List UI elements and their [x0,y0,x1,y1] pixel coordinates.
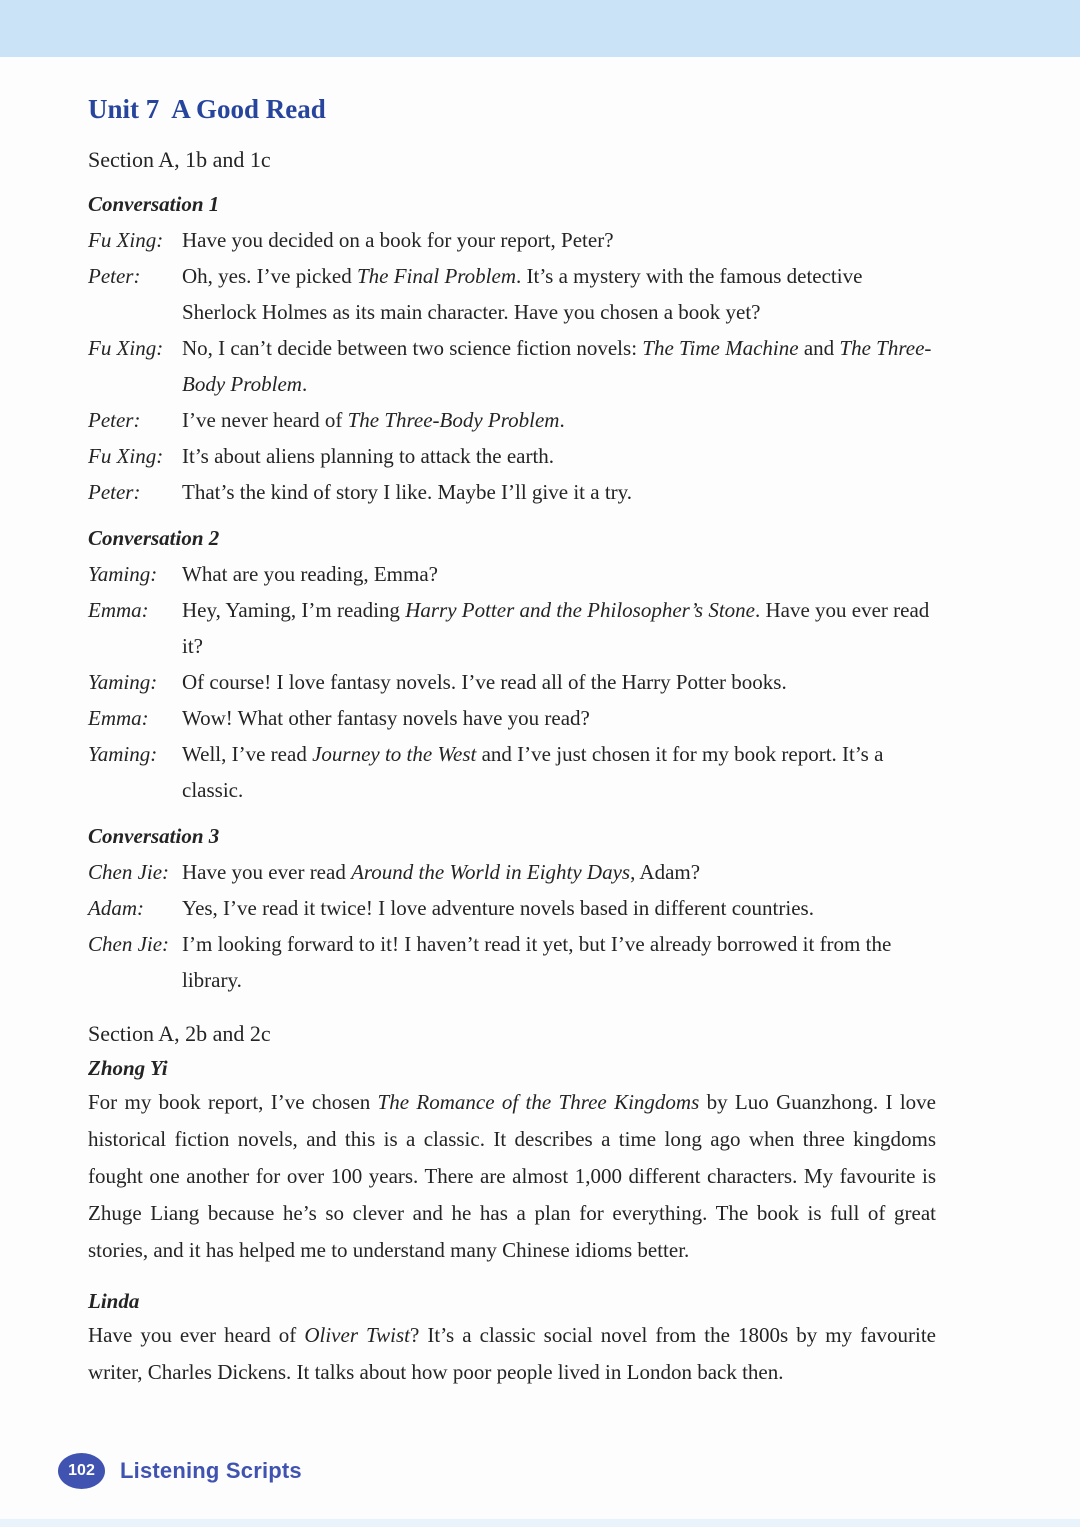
utterance-text: Have you decided on a book for your report, Peter? [182,228,614,252]
conversation-title: Conversation 1 [88,192,220,216]
dialog-line [88,592,936,664]
utterance-text: Wow! What other fantasy novels have you read? [182,706,590,730]
section-label-1: Section A, 1b and 1c [88,147,271,172]
speaker-label: Peter: [88,408,141,432]
dialog-line [88,222,936,258]
footer [58,1453,302,1489]
dialog-line [88,474,936,510]
dialog-line [88,854,936,890]
speaker-label: Yaming: [88,742,158,766]
speaker-label: Peter: [88,480,141,504]
bottom-strip [0,1519,1080,1527]
speaker-label: Yaming: [88,670,158,694]
dialog-line [88,402,936,438]
utterance-text: Have you ever read Around the World in Eighty Days, Adam? [182,860,701,884]
dialog-line [88,556,936,592]
speaker-label: Peter: [88,264,141,288]
conversation-2 [88,524,936,808]
unit-title: Unit 7 A Good Read [88,94,326,124]
monologue-name: Linda [88,1289,140,1313]
dialog-line [88,926,936,998]
dialog-line [88,700,936,736]
dialog-line [88,438,936,474]
content-area [0,93,1080,1391]
utterance-text: Yes, I’ve read it twice! I love adventure novels based in different countries. [182,896,814,920]
monologue-name: Zhong Yi [88,1056,168,1080]
utterance-text: Oh, yes. I’ve picked The Final Problem. It’s a mystery with the famous detective Sherlock Holmes as its main character. Have you chosen a book yet? [182,264,863,324]
utterance-text: Well, I’ve read Journey to the West and I’ve just chosen it for my book report. It’s a classic. [182,742,884,802]
speaker-label: Adam: [88,896,144,920]
dialog-line [88,664,936,700]
conversation-title: Conversation 3 [88,824,220,848]
section-label-2: Section A, 2b and 2c [88,1021,271,1046]
utterance-text: I’ve never heard of The Three-Body Problem. [182,408,565,432]
speaker-label: Chen Jie: [88,860,170,884]
speaker-label: Emma: [88,706,149,730]
conversation-1 [88,190,936,510]
conversation-title: Conversation 2 [88,526,220,550]
dialog-line [88,258,936,330]
monologue-paragraph: Have you ever heard of Oliver Twist? It’s a classic social novel from the 1800s by my favourite writer, Charles Dickens. It talks about how poor people lived in London back then. [88,1323,936,1384]
monologue-paragraph: For my book report, I’ve chosen The Romance of the Three Kingdoms by Luo Guanzhong. I love historical fiction novels, and this is a classic. It describes a time long ago when three kingdoms fought one another for over 100 years. There are almost 1,000 different characters. My favourite is Zhuge Liang because he’s so clever and he has a plan for everything. The book is full of great stories, and it has helped me to understand many Chinese idioms better. [88,1090,936,1262]
dialog-line [88,736,936,808]
speaker-label: Fu Xing: [88,228,164,252]
top-accent-bar [0,0,1080,57]
conversation-3 [88,822,936,998]
speaker-label: Fu Xing: [88,336,164,360]
speaker-label: Yaming: [88,562,158,586]
speaker-label: Emma: [88,598,149,622]
speaker-label: Chen Jie: [88,932,170,956]
utterance-text: It’s about aliens planning to attack the earth. [182,444,555,468]
speaker-label: Fu Xing: [88,444,164,468]
footer-label: Listening Scripts [120,1458,302,1483]
utterance-text: That’s the kind of story I like. Maybe I’ll give it a try. [182,480,633,504]
utterance-text: What are you reading, Emma? [182,562,438,586]
utterance-text: Hey, Yaming, I’m reading Harry Potter and the Philosopher’s Stone. Have you ever read it? [182,598,930,658]
page-number-badge: 102 [58,1453,105,1489]
dialog-line [88,890,936,926]
utterance-text: Of course! I love fantasy novels. I’ve read all of the Harry Potter books. [182,670,787,694]
utterance-text: I’m looking forward to it! I haven’t read it yet, but I’ve already borrowed it from the library. [182,932,892,992]
dialog-line [88,330,936,402]
utterance-text: No, I can’t decide between two science fiction novels: The Time Machine and The Three-Body Problem. [182,336,932,396]
